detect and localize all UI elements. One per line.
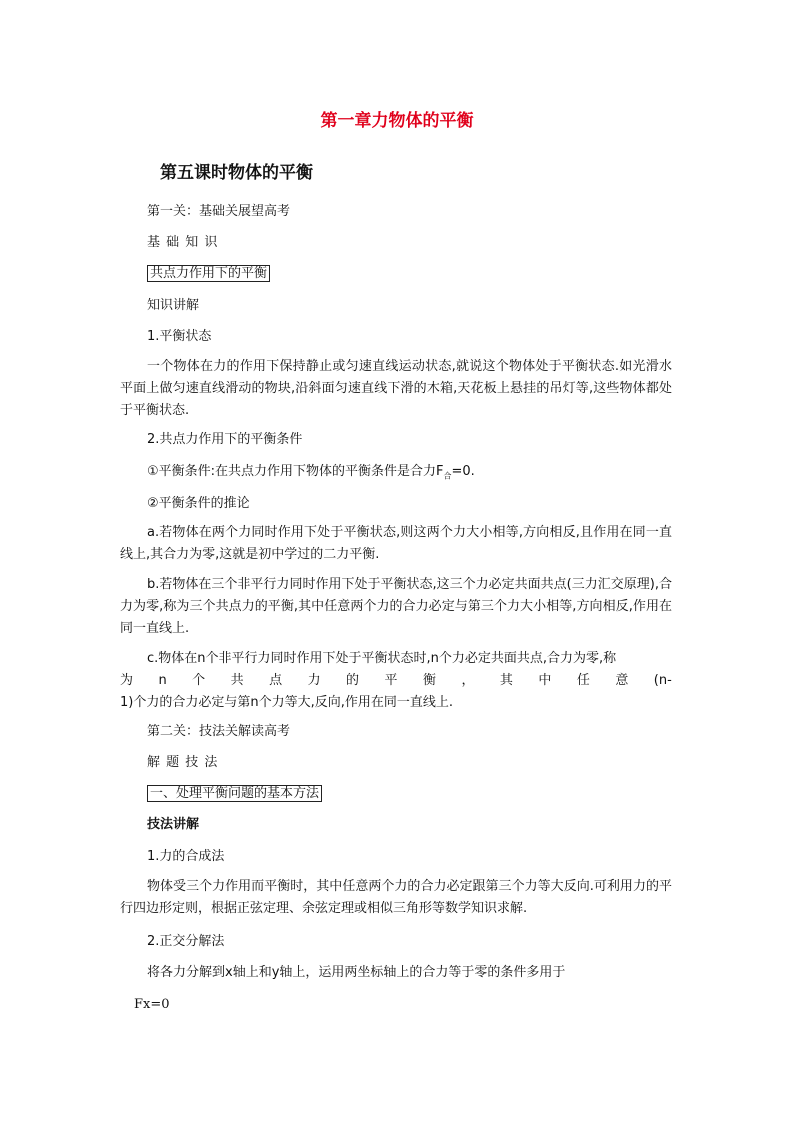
condition1-subscript: 合 xyxy=(443,471,452,481)
method1-heading: 1.力的合成法 xyxy=(147,849,225,864)
solving-method-heading: 解 题 技 法 xyxy=(147,755,219,770)
condition2-heading: ②平衡条件的推论 xyxy=(147,496,250,511)
item-b-paragraph: b.若物体在三个非平行力同时作用下处于平衡状态,这三个力必定共面共点(三力汇交原理),合力为零,称为三个共点力的平衡,其中任意两个力的合力必定与第三个力大小相等,方向相反,作用在同一直线上. xyxy=(120,577,672,636)
method2-heading: 2.正交分解法 xyxy=(147,934,225,949)
item-c-line2-token: 其 xyxy=(499,673,513,688)
formula-fx: Fx=0 xyxy=(134,997,170,1012)
section1-paragraph: 一个物体在力的作用下保持静止或匀速直线运动状态,就说这个物体处于平衡状态.如光滑水平面上做匀速直线滑动的物块,沿斜面匀速直线下滑的木箱,天花板上悬挂的吊灯等,这些物体都处于平衡状态. xyxy=(120,359,672,418)
item-c-line2-token: 意 xyxy=(615,673,629,688)
part1-heading: 第一关：基础关展望高考 xyxy=(147,204,291,219)
section2-heading: 2.共点力作用下的平衡条件 xyxy=(147,432,303,447)
item-c-line2-token: ， xyxy=(461,673,475,688)
item-c-line2-token: 中 xyxy=(538,673,552,688)
topic1-box: 共点力作用下的平衡 xyxy=(147,265,270,282)
item-c-line2-token: 的 xyxy=(346,673,360,688)
item-a-paragraph: a.若物体在两个力同时作用下处于平衡状态,则这两个力大小相等,方向相反,且作用在同一直线上,其合力为零,这就是初中学过的二力平衡. xyxy=(120,525,672,562)
item-c-line2-token: 为 xyxy=(120,673,134,688)
item-c-line1: c.物体在n个非平行力同时作用下处于平衡状态时,n个力必定共面共点,合力为零,称 xyxy=(147,651,617,666)
knowledge-explain-heading: 知识讲解 xyxy=(147,298,200,313)
part2-heading: 第二关：技法关解读高考 xyxy=(147,724,291,739)
lesson-title: 第五课时物体的平衡 xyxy=(160,163,313,183)
item-c-line2-token: 任 xyxy=(576,673,590,688)
condition1-line xyxy=(147,462,475,487)
basic-knowledge-heading: 基 础 知 识 xyxy=(147,235,219,250)
condition1-text: ①平衡条件:在共点力作用下物体的平衡条件是合力F xyxy=(147,464,444,479)
technique-explain-heading: 技法讲解 xyxy=(147,817,200,832)
item-c-line2-token: 点 xyxy=(269,673,283,688)
item-c-line2-token: 平 xyxy=(384,673,398,688)
item-c-line3: 1)个力的合力必定与第n个力等大,反向,作用在同一直线上. xyxy=(120,695,453,710)
topic2-box: 一、处理平衡问题的基本方法 xyxy=(147,785,322,802)
item-c-line2-token: 衡 xyxy=(422,673,436,688)
item-c-line2 xyxy=(120,670,672,692)
method1-paragraph: 物体受三个力作用而平衡时，其中任意两个力的合力必定跟第三个力等大反向.可利用力的平行四边形定则，根据正弦定理、余弦定理或相似三角形等数学知识求解. xyxy=(120,879,672,916)
item-c-line2-token: 共 xyxy=(230,673,244,688)
item-c-line2-token: (n- xyxy=(653,673,672,688)
item-c-line2-token: 力 xyxy=(307,673,321,688)
chapter-title: 第一章力物体的平衡 xyxy=(320,111,474,131)
item-c-line2-token: n xyxy=(158,673,167,688)
condition1-tail: =0. xyxy=(451,464,475,479)
item-c-paragraph xyxy=(120,648,672,714)
item-c-line2-token: 个 xyxy=(192,673,206,688)
method2-paragraph: 将各力分解到x轴上和y轴上，运用两坐标轴上的合力等于零的条件多用于 xyxy=(147,965,566,980)
section1-heading: 1.平衡状态 xyxy=(147,329,212,344)
